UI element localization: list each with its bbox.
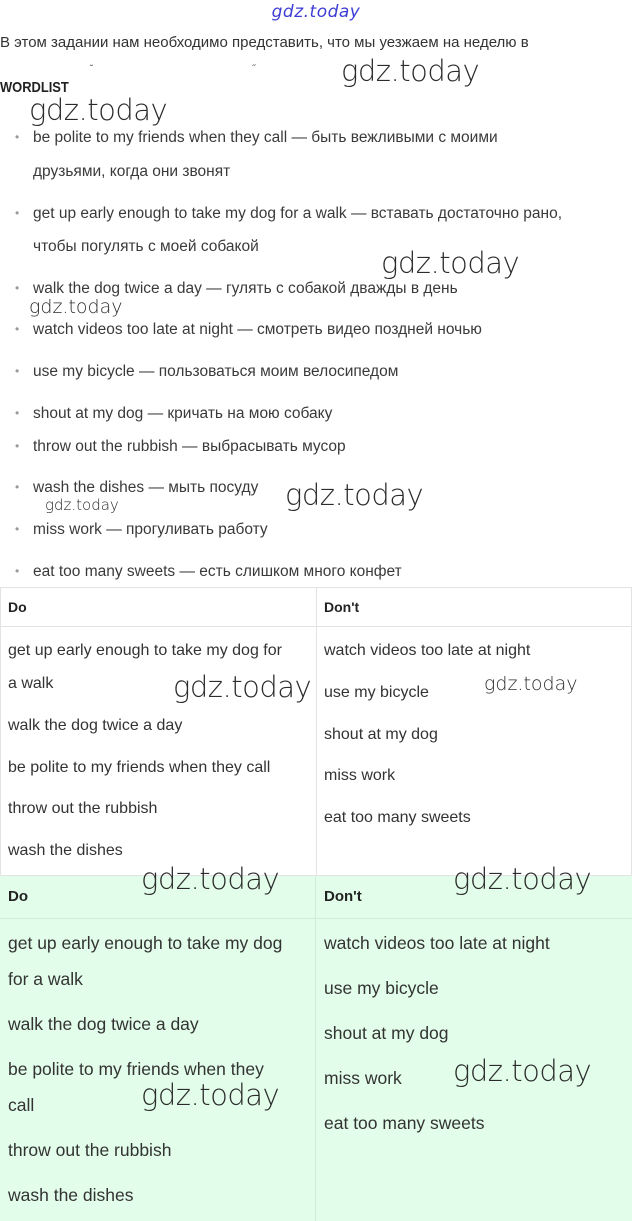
table-header-do: Do bbox=[8, 588, 27, 627]
bullet-icon: • bbox=[15, 406, 20, 420]
list-item-text: wash the dishes — мыть посуду bbox=[33, 479, 259, 496]
table-cell-do: wash the dishes bbox=[8, 1185, 134, 1205]
table-cell-do: walk the dog twice a day bbox=[8, 1014, 199, 1034]
list-item-text: чтобы погулять с моей собакой bbox=[33, 238, 259, 255]
bullet-icon: • bbox=[15, 281, 20, 295]
table-cell-do: call bbox=[8, 1095, 35, 1115]
table-cell-do: for a walk bbox=[8, 969, 83, 989]
watermark: gdz.today bbox=[141, 862, 280, 896]
table-cell-dont: miss work bbox=[324, 767, 396, 784]
table-cell-dont: miss work bbox=[324, 1068, 402, 1088]
list-item-text: use my bicycle — пользоваться моим велосипедом bbox=[33, 363, 399, 380]
list-item-text: get up early enough to take my dog for a walk — вставать достаточно рано, bbox=[33, 205, 563, 222]
header-divider bbox=[316, 588, 317, 626]
watermark: gdz.today bbox=[453, 862, 592, 896]
bullet-icon: • bbox=[15, 364, 20, 378]
watermark: gdz.today bbox=[29, 93, 168, 127]
bullet-icon: • bbox=[15, 480, 20, 494]
table-cell-do: get up early enough to take my dog bbox=[8, 933, 283, 953]
do-dont-table-plain bbox=[0, 587, 632, 876]
table-cell-dont: shout at my dog bbox=[324, 726, 438, 743]
table-cell-do: throw out the rubbish bbox=[8, 800, 158, 817]
table-cell-dont: use my bicycle bbox=[324, 684, 429, 701]
intro-text: В этом задании нам необходимо представить, что мы уезжаем на неделю в bbox=[0, 34, 529, 51]
column-divider bbox=[315, 876, 316, 1221]
list-item-text: miss work — прогуливать работу bbox=[33, 521, 268, 538]
watermark: gdz.today bbox=[484, 673, 578, 695]
table-cell-dont: shout at my dog bbox=[324, 1023, 449, 1043]
table-header-dont: Don't bbox=[324, 599, 360, 615]
table-cell-dont: watch videos too late at night bbox=[324, 933, 550, 953]
site-logo[interactable]: gdz.today bbox=[271, 2, 361, 22]
bullet-icon: • bbox=[15, 439, 20, 453]
list-item-text: друзьями, когда они звонят bbox=[33, 163, 231, 180]
table-header-dont: Don't bbox=[324, 888, 362, 905]
bullet-icon: • bbox=[15, 564, 20, 578]
list-item-text: be polite to my friends when they call — быть вежливыми с моими bbox=[33, 129, 498, 146]
table-cell-dont: watch videos too late at night bbox=[324, 642, 531, 659]
list-item-text: watch videos too late at night — смотреть видео поздней ночью bbox=[33, 321, 482, 338]
watermark: gdz.today bbox=[341, 54, 480, 88]
column-divider bbox=[316, 626, 317, 877]
table-cell-do: get up early enough to take my dog for bbox=[8, 642, 282, 659]
watermark: gdz.today bbox=[173, 670, 312, 704]
clipped-text-line: ˘ ˝ bbox=[90, 64, 334, 75]
table-cell-do: walk the dog twice a day bbox=[8, 717, 183, 734]
table-cell-do: a walk bbox=[8, 675, 54, 692]
list-item-text: eat too many sweets — есть слишком много конфет bbox=[33, 563, 402, 580]
bullet-icon: • bbox=[15, 522, 20, 536]
wordlist-heading: WORDLIST bbox=[0, 79, 69, 96]
bullet-icon: • bbox=[15, 130, 20, 144]
table-cell-dont: eat too many sweets bbox=[324, 809, 471, 826]
table-cell-do: wash the dishes bbox=[8, 842, 123, 859]
table-header-do: Do bbox=[8, 888, 28, 905]
list-item-text: throw out the rubbish — выбрасывать мусор bbox=[33, 438, 346, 455]
table-cell-dont: use my bicycle bbox=[324, 978, 439, 998]
watermark: gdz.today bbox=[45, 496, 119, 514]
list-item-text: walk the dog twice a day — гулять с собакой дважды в день bbox=[33, 280, 458, 297]
list-item-text: shout at my dog — кричать на мою собаку bbox=[33, 405, 333, 422]
table-cell-do: throw out the rubbish bbox=[8, 1140, 172, 1160]
bullet-icon: • bbox=[15, 322, 20, 336]
table-cell-do: be polite to my friends when they call bbox=[8, 759, 271, 776]
do-dont-table-highlighted bbox=[0, 876, 632, 1221]
watermark: gdz.today bbox=[285, 478, 424, 512]
watermark: gdz.today bbox=[453, 1054, 592, 1088]
watermark: gdz.today bbox=[381, 246, 520, 280]
table-cell-do: be polite to my friends when they bbox=[8, 1059, 264, 1079]
bullet-icon: • bbox=[15, 206, 20, 220]
table-cell-dont: eat too many sweets bbox=[324, 1113, 485, 1133]
watermark: gdz.today bbox=[141, 1078, 280, 1112]
watermark: gdz.today bbox=[29, 296, 123, 318]
